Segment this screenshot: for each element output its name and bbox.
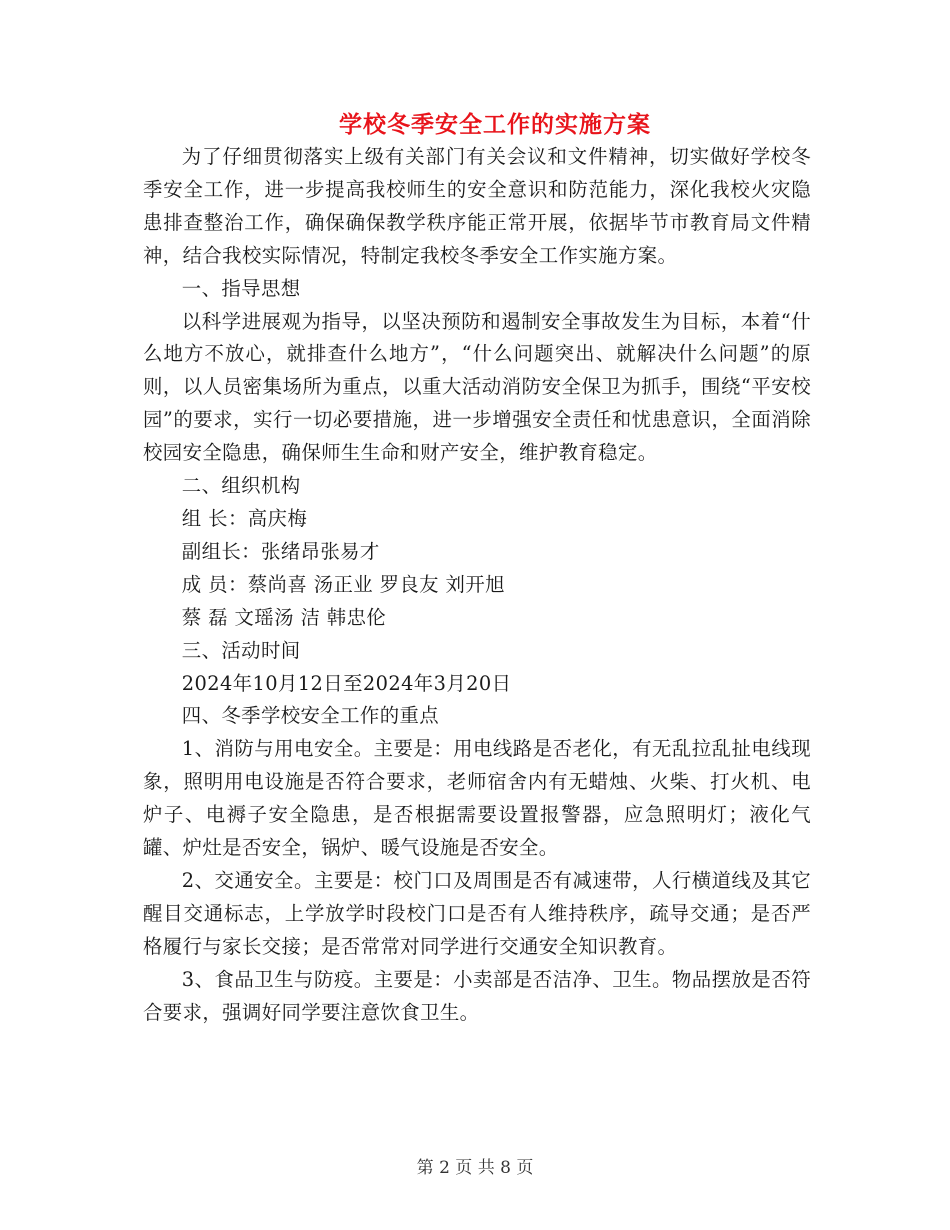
members-line-continued: 蔡 磊 文瑶汤 洁 韩忠伦 bbox=[181, 605, 387, 629]
document-body bbox=[143, 141, 811, 1029]
members-line: 成 员：蔡尚喜 汤正业 罗良友 刘开旭 bbox=[181, 572, 505, 596]
section-heading-guiding-ideology: 一、指导思想 bbox=[181, 276, 301, 300]
key-point-traffic: 2、交通安全。主要是：校门口及周围是否有减速带，人行横道线及其它醒目交通标志，上学放学时段校门口是否有人维持秩序，疏导交通；是否严格履行与家长交接；是否常常对同学进行交通安全知识教育。 bbox=[143, 868, 811, 958]
document-title: 学校冬季安全工作的实施方案 bbox=[339, 111, 651, 138]
deputy-leader-line: 副组长：张绪昂张易才 bbox=[181, 539, 380, 563]
key-point-food-hygiene: 3、食品卫生与防疫。主要是：小卖部是否洁净、卫生。物品摆放是否符合要求，强调好同学要注意饮食卫生。 bbox=[143, 967, 811, 1024]
activity-time-line: 2024年10月12日至2024年3月20日 bbox=[181, 671, 512, 695]
key-point-fire-electricity: 1、消防与用电安全。主要是：用电线路是否老化，有无乱拉乱扯电线现象，照明用电设施是否符合要求，老师宿舍内有无蜡烛、火柴、打火机、电炉子、电褥子安全隐患，是否根据需要设置报警器，应急照明灯；液化气罐、炉灶是否安全，锅炉、暖气设施是否安全。 bbox=[143, 737, 811, 860]
section-heading-activity-time: 三、活动时间 bbox=[181, 638, 301, 662]
guiding-ideology-paragraph: 以科学进展观为指导，以坚决预防和遏制安全事故发生为目标，本着“什么地方不放心，就排查什么地方”，“什么问题突出、就解决什么问题”的原则，以人员密集场所为重点，以重大活动消防安全保卫为抓手，围绕“平安校园”的要求，实行一切必要措施，进一步增强安全责任和忧患意识，全面消除校园安全隐患，确保师生生命和财产安全，维护教育稳定。 bbox=[143, 309, 811, 465]
intro-paragraph: 为了仔细贯彻落实上级有关部门有关会议和文件精神，切实做好学校冬季安全工作，进一步提高我校师生的安全意识和防范能力，深化我校火灾隐患排查整治工作，确保确保教学秩序能正常开展，依据毕节市教育局文件精神，结合我校实际情况，特制定我校冬季安全工作实施方案。 bbox=[143, 145, 811, 267]
page-number-footer: 第 2 页 共 8 页 bbox=[416, 1158, 534, 1178]
section-heading-key-points: 四、冬季学校安全工作的重点 bbox=[181, 704, 440, 728]
section-heading-organization: 二、组织机构 bbox=[181, 474, 301, 498]
leader-line: 组 长：高庆梅 bbox=[181, 506, 308, 530]
